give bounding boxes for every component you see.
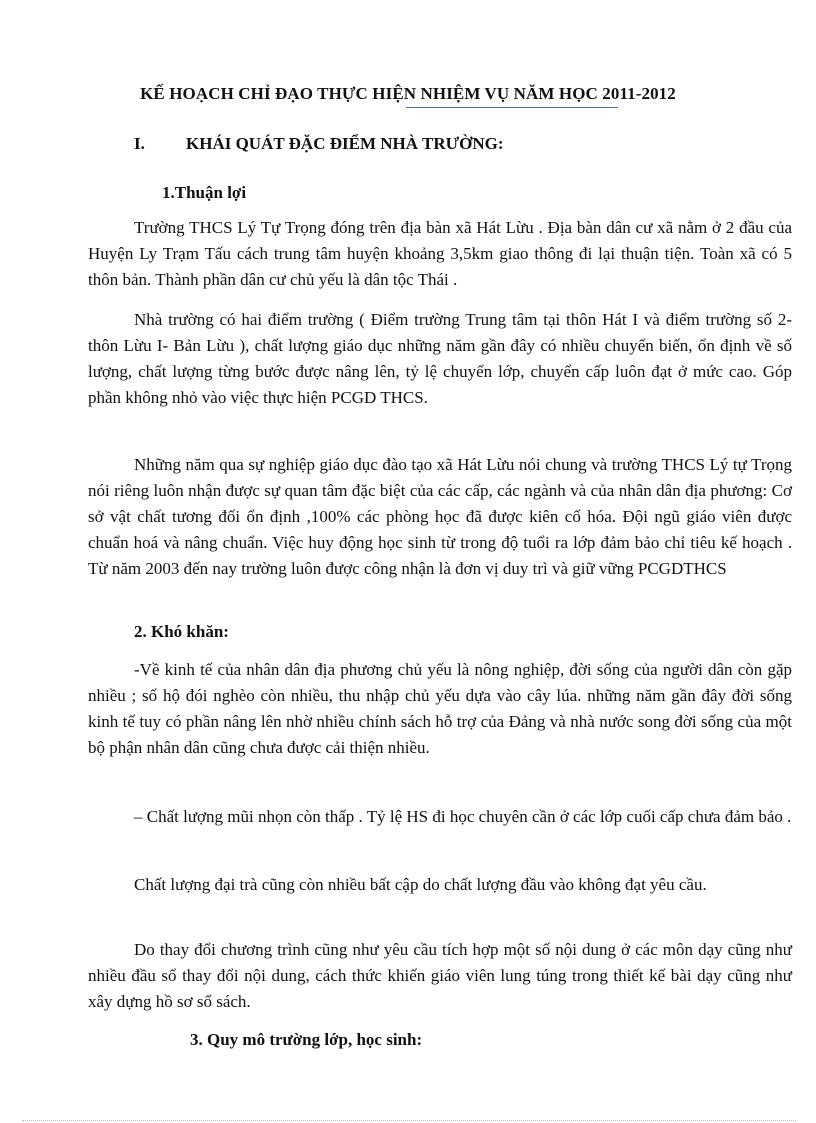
paragraph: Nhà trường có hai điểm trường ( Điểm trường Trung tâm tại thôn Hát I và điểm trường số 2- thôn Lừu I- Bản Lừu ), chất lượng giáo dục những năm gần đây có nhiều chuyển biến, ổn định về số lượng, chất lượng từng bước được nâng lên, tỷ lệ chuyển lớp, chuyển cấp luôn đạt ở mức cao. Góp phần không nhỏ vào việc thực hiện PCGD THCS. bbox=[88, 310, 792, 407]
paragraph: Trường THCS Lý Tự Trọng đóng trên địa bàn xã Hát Lừu . Địa bàn dân cư xã nằm ở 2 đầu của Huyện Ly Trạm Tấu cách trung tâm huyện khoảng 3,5km giao thông đi lại thuận tiện. Toàn xã có 5 thôn bản. Thành phần dân cư chủ yếu là dân tộc Thái . bbox=[88, 218, 792, 289]
page-title: KẾ HOẠCH CHỈ ĐẠO THỰC HIỆN NHIỆM VỤ NĂM HỌC 2011-2012 bbox=[140, 84, 676, 103]
section-number: I. bbox=[134, 134, 145, 153]
subheading-kho-khan: 2. Khó khăn: bbox=[134, 622, 229, 641]
subheading-quy-mo: 3. Quy mô trường lớp, học sinh: bbox=[190, 1030, 423, 1049]
subheading-thuan-loi: 1.Thuận lợi bbox=[162, 183, 247, 202]
paragraph: Do thay đổi chương trình cũng như yêu cầu tích hợp một số nội dung ở các môn dạy cũng như nhiều đầu sổ thay đổi nội dung, cách thức khiến giáo viên lung túng trong thiết kế bài dạy cũng như xây dựng hồ sơ sổ sách. bbox=[88, 940, 792, 1011]
page-bottom-rule bbox=[22, 1120, 796, 1121]
section-heading: KHÁI QUÁT ĐẶC ĐIỂM NHÀ TRƯỜNG: bbox=[186, 134, 504, 153]
paragraph: – Chất lượng mũi nhọn còn thấp . Tỷ lệ HS đi học chuyên cần ở các lớp cuối cấp chưa đảm bảo . bbox=[134, 807, 792, 826]
paragraph: Những năm qua sự nghiệp giáo dục đào tạo xã Hát Lừu nói chung và trường THCS Lý tự Trọng nói riêng luôn nhận được sự quan tâm đặc biệt của các cấp, các ngành và của nhân dân địa phương: Cơ sở vật chất tương đối ổn định ,100% các phòng học đã được kiên cố hóa. Đội ngũ giáo viên được chuẩn hoá và nâng chuẩn. Việc huy động học sinh từ trong độ tuổi ra lớp đảm bảo chỉ tiêu kế hoạch . Từ năm 2003 đến nay trường luôn được công nhận là đơn vị duy trì và giữ vững PCGDTHCS bbox=[88, 455, 792, 578]
paragraph: -Về kinh tế của nhân dân địa phương chủ yếu là nông nghiệp, đời sống của người dân còn gặp nhiều ; số hộ đói nghèo còn nhiều, thu nhập chủ yếu dựa vào cây lúa. những năm gần đây đời sống kinh tế tuy có phần nâng lên nhờ nhiều chính sách hỗ trợ của Đảng và nhà nước song đời sống của một bộ phận nhân dân cũng chưa được cải thiện nhiều. bbox=[88, 660, 792, 757]
paragraph: Chất lượng đại trà cũng còn nhiều bất cập do chất lượng đầu vào không đạt yêu cầu. bbox=[134, 875, 707, 894]
title-underline bbox=[406, 107, 618, 108]
